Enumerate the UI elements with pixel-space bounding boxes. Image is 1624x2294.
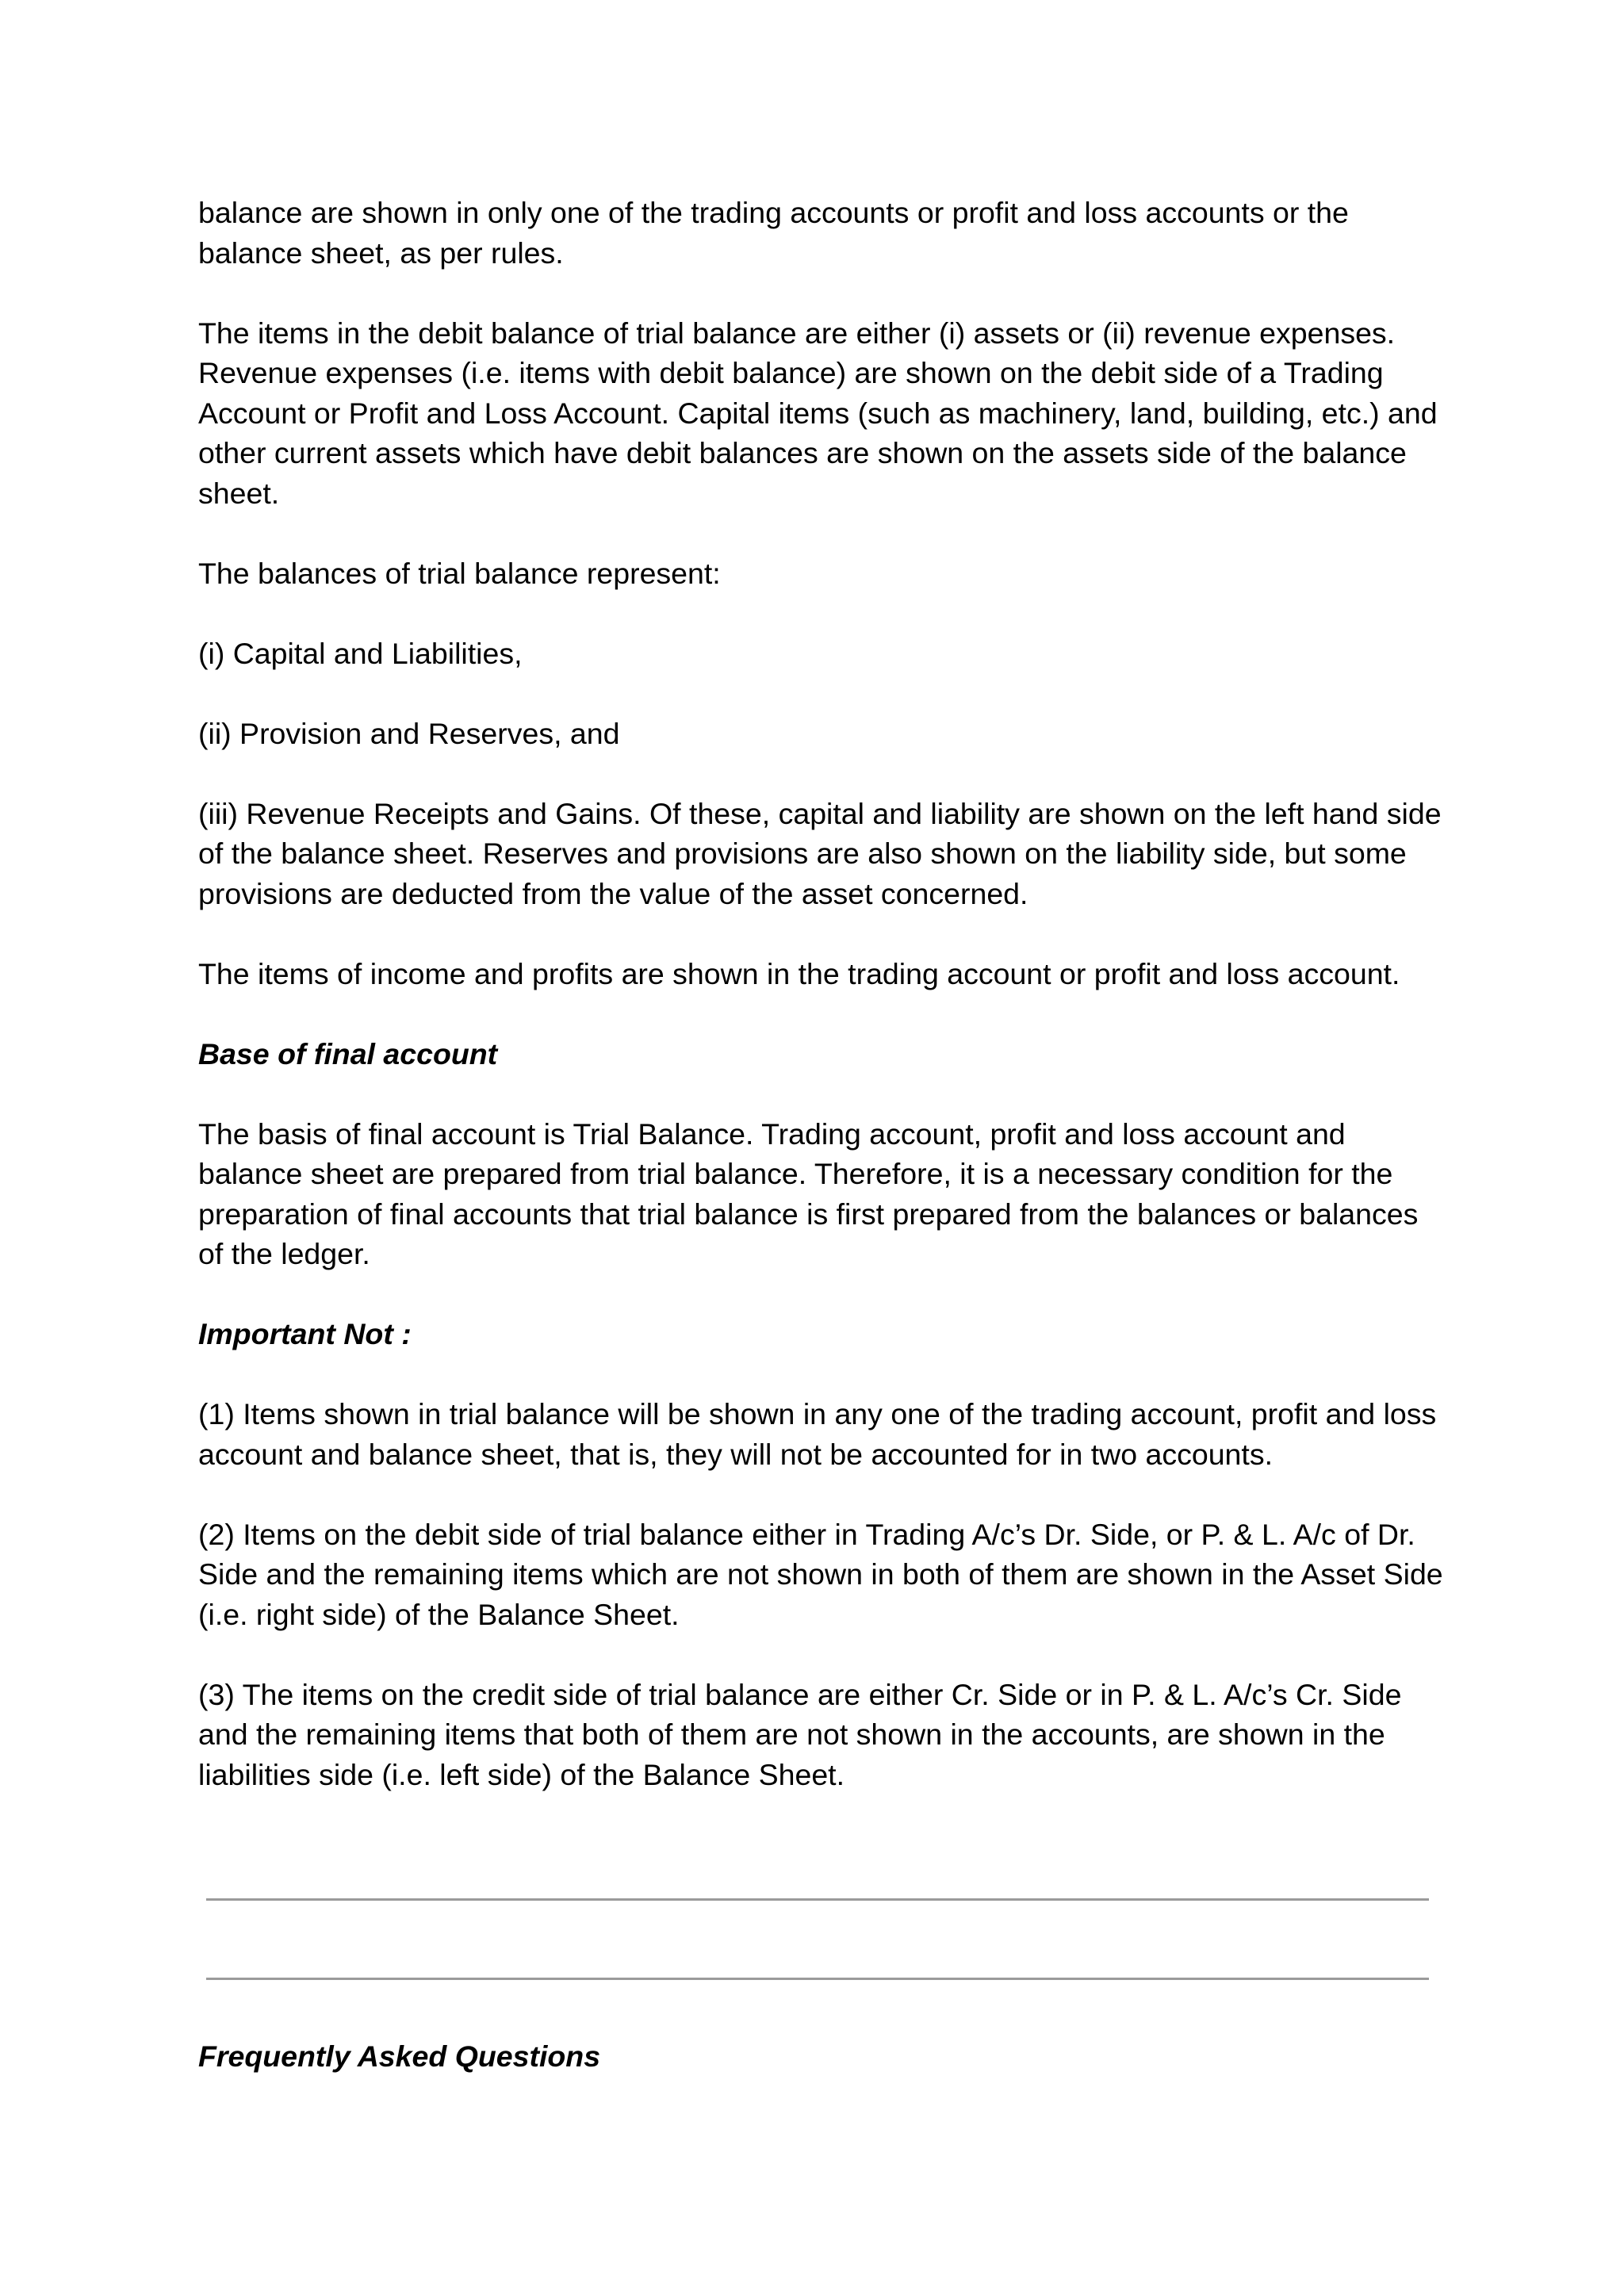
heading-important-note: Important Not :: [198, 1317, 412, 1350]
paragraph-income-profits: The items of income and profits are shown in the trading account or profit and loss account.: [198, 956, 1400, 990]
note-item-3: (3) The items on the credit side of trial balance are either Cr. Side or in P. & L. A/c’s Cr. Side and the remaining items that both of them are not shown in the accounts, are shown in the liabilities side (i.e. left side) of the Balance Sheet.: [198, 1677, 1402, 1791]
note-item-2: (2) Items on the debit side of trial balance either in Trading A/c’s Dr. Side, or P. & L. A/c of Dr. Side and the remaining items which are not shown in both of them are shown in the Asset Side (i.e. right side) of the Balance Sheet.: [198, 1517, 1443, 1631]
note-item-1: (1) Items shown in trial balance will be shown in any one of the trading account, profit and loss account and balance sheet, that is, they will not be accounted for in two accounts.: [198, 1397, 1437, 1471]
paragraph-balances-intro: The balances of trial balance represent:: [198, 556, 721, 590]
horizontal-divider-bottom: [206, 1978, 1429, 1980]
heading-frequently-asked-questions: Frequently Asked Questions: [198, 2039, 601, 2073]
list-item-provision-reserves: (ii) Provision and Reserves, and: [198, 716, 620, 750]
paragraph-basis-final-account: The basis of final account is Trial Balance. Trading account, profit and loss account and balance sheet are prepared from trial balance. Therefore, it is a necessary condition for the preparation of final accounts that trial balance is first prepared from the balances or balances of the ledger.: [198, 1116, 1419, 1270]
list-item-revenue-receipts: (iii) Revenue Receipts and Gains. Of these, capital and liability are shown on the left hand side of the balance sheet. Reserves and provisions are also shown on the liability side, but some provisions are deducted from the value of the asset concerned.: [198, 796, 1442, 910]
document-body: [198, 193, 1451, 1835]
horizontal-divider-top: [206, 1898, 1429, 1901]
paragraph-debit-items: The items in the debit balance of trial balance are either (i) assets or (ii) revenue expenses. Revenue expenses (i.e. items with debit balance) are shown on the debit side of a Trading Account or Profit and Loss Account. Capital items (such as machinery, land, building, etc.) and other current assets which have debit balances are shown on the assets side of the balance sheet.: [198, 316, 1438, 510]
paragraph-continuation: balance are shown in only one of the trading accounts or profit and loss accounts or the balance sheet, as per rules.: [198, 196, 1349, 270]
list-item-capital-liabilities: (i) Capital and Liabilities,: [198, 636, 523, 670]
heading-base-of-final-account: Base of final account: [198, 1036, 498, 1070]
